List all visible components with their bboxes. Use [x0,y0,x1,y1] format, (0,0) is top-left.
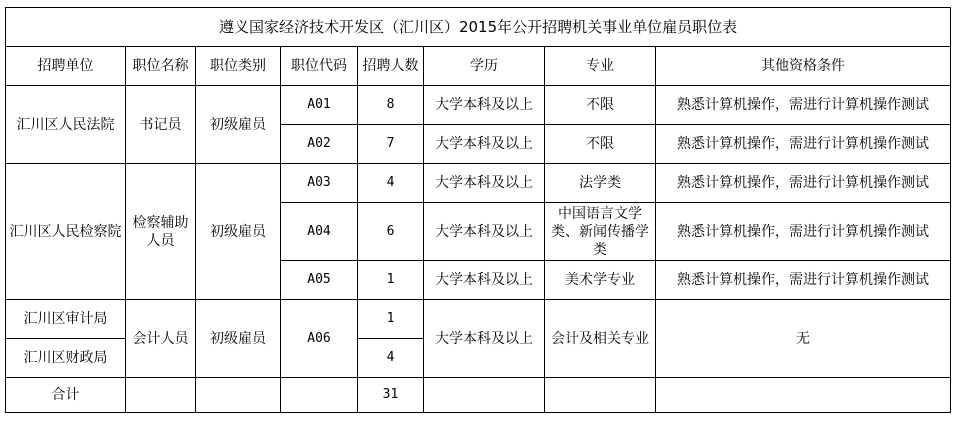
category-cell: 初级雇员 [196,300,281,378]
position-cell: 会计人员 [126,300,196,378]
empty-cell [281,378,358,413]
header-cell: 职位名称 [126,47,196,86]
edu-cell: 大学本科及以上 [424,164,545,203]
table-row [6,164,951,203]
table-row [6,86,951,125]
header-cell: 招聘单位 [6,47,126,86]
unit-cell: 汇川区人民法院 [6,86,126,164]
count-cell: 6 [358,203,424,261]
other-cell: 熟悉计算机操作，需进行计算机操作测试 [656,261,951,300]
edu-cell: 大学本科及以上 [424,261,545,300]
total-row [6,378,951,413]
other-cell: 熟悉计算机操作，需进行计算机操作测试 [656,164,951,203]
major-cell: 会计及相关专业 [545,300,656,378]
count-cell: 1 [358,300,424,339]
edu-cell: 大学本科及以上 [424,86,545,125]
code-cell: A03 [281,164,358,203]
other-cell: 熟悉计算机操作，需进行计算机操作测试 [656,125,951,164]
unit-cell: 汇川区审计局 [6,300,126,339]
major-cell: 法学类 [545,164,656,203]
code-cell: A06 [281,300,358,378]
other-cell: 无 [656,300,951,378]
empty-cell [196,378,281,413]
empty-cell [126,378,196,413]
major-cell: 中国语言文学类、新闻传播学类 [545,203,656,261]
table-title: 遵义国家经济技术开发区（汇川区）2015年公开招聘机关事业单位雇员职位表 [6,8,951,47]
position-cell: 检察辅助人员 [126,164,196,300]
other-cell: 熟悉计算机操作，需进行计算机操作测试 [656,86,951,125]
header-cell: 招聘人数 [358,47,424,86]
edu-cell: 大学本科及以上 [424,203,545,261]
count-cell: 1 [358,261,424,300]
header-cell: 专业 [545,47,656,86]
major-cell: 不限 [545,125,656,164]
recruitment-table [5,7,951,413]
total-count: 31 [358,378,424,413]
category-cell: 初级雇员 [196,164,281,300]
unit-cell: 汇川区财政局 [6,339,126,378]
empty-cell [656,378,951,413]
code-cell: A02 [281,125,358,164]
code-cell: A01 [281,86,358,125]
major-cell: 美术学专业 [545,261,656,300]
count-cell: 4 [358,164,424,203]
code-cell: A05 [281,261,358,300]
header-cell: 其他资格条件 [656,47,951,86]
edu-cell: 大学本科及以上 [424,300,545,378]
empty-cell [545,378,656,413]
empty-cell [424,378,545,413]
header-cell: 学历 [424,47,545,86]
edu-cell: 大学本科及以上 [424,125,545,164]
major-cell: 不限 [545,86,656,125]
header-cell: 职位代码 [281,47,358,86]
table-row [6,300,951,339]
count-cell: 8 [358,86,424,125]
category-cell: 初级雇员 [196,86,281,164]
count-cell: 7 [358,125,424,164]
other-cell: 熟悉计算机操作，需进行计算机操作测试 [656,203,951,261]
header-row [6,47,951,86]
code-cell: A04 [281,203,358,261]
unit-cell: 汇川区人民检察院 [6,164,126,300]
position-cell: 书记员 [126,86,196,164]
total-label: 合计 [6,378,126,413]
count-cell: 4 [358,339,424,378]
header-cell: 职位类别 [196,47,281,86]
